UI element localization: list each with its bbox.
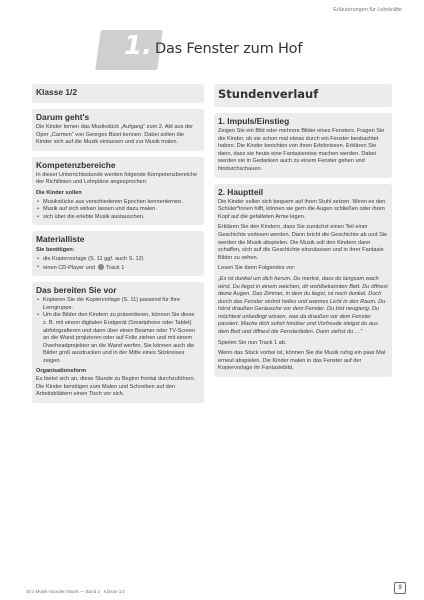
- section-haupt: [214, 184, 392, 377]
- left-column: [32, 84, 204, 409]
- list-item: • Um die Bilder den Kindern zu präsentieren, können Sie diese z. B. mit einem digitalen Endgerät (Smartphone oder Tablet) abfotografieren und dann über einen Beamer oder TV-Screen an die Wand projizieren oder auf Folie ziehen und mit einem Overheadprojektor an die Wand werfen. Sie können auch die Bilder groß ausdrucken und in der Mitte eines Sitzkreises zeigen.: [36, 312, 200, 365]
- list-item: • Musik auf sich wirken lassen und dazu malen.: [36, 206, 200, 214]
- list-item: • Musikstücke aus verschiedenen Epochen kennenlernen.: [36, 199, 200, 207]
- org-text: Es bietet sich an, diese Stunde zu Beginn frontal durchzuführen. Die Kinder benötigen zum Malen und Schreiben auf den Arbeitsblättern einen Tisch vor sich.: [36, 376, 196, 398]
- list-item: [36, 264, 200, 273]
- chapter-title: Das Fenster zum Hof: [155, 41, 303, 57]
- impuls-title: 1. Impuls/Einstieg: [218, 116, 290, 126]
- chapter-number: 1.: [124, 31, 152, 61]
- klasse-title: Klasse 1/2: [36, 87, 77, 97]
- cd-icon: [98, 264, 104, 270]
- list-item: • sich über die erlebte Musik austauschen.: [36, 214, 200, 222]
- section-verlauf: [214, 84, 392, 107]
- list-item: • Kopieren Sie die Kopiervorlage (S. 11) passend für Ihre Lerngruppe.: [36, 297, 200, 312]
- footer-text: 30 x Musik-Stunden Musik — Band 2 · Klasse 1/2: [26, 589, 126, 594]
- bereiten-list: [36, 297, 200, 365]
- haupt-track: Spielen Sie nun Track 1 ab.: [218, 339, 287, 346]
- material-title: Materialliste: [36, 234, 85, 245]
- haupt-p1: Die Kinder sollen sich bequem auf ihren Stuhl setzen. Wenn es den Schüler*innen hilft, können sie gern die Augen schließen oder ihren Kopf auf die gefalteten Arme legen.: [218, 198, 386, 220]
- list-item: • die Kopiervorlage (S. 11 ggf. auch S. 12): [36, 256, 200, 264]
- haupt-p2: Erklären Sie den Kindern, dass Sie zunächst einen Teil einer Geschichte vorlesen werden. Dann bricht die Geschichte ab und Sie werden die Musik abspielen. Die Musik soll den Kindern dann schaffen, sich auf die Geschichte einzulassen und in ihrer Fantasie Bilder zu sehen.: [218, 224, 388, 261]
- list-item-text: einen CD-Player und: [43, 264, 95, 271]
- haupt-p3: Wenn das Stück vorbei ist, können Sie die Musik ruhig ein paar Mal erneut abspielen. Die Kinder malen in das Fenster auf der Kopiervorlage ihr Fantasiebild.: [218, 350, 386, 372]
- bereiten-title: Das bereiten Sie vor: [36, 285, 117, 296]
- haupt-title: 2. Hauptteil: [218, 186, 264, 197]
- section-darum: [32, 109, 204, 151]
- section-material: [32, 231, 204, 276]
- material-list: [36, 256, 200, 272]
- section-klasse: [32, 84, 204, 103]
- material-sub: Sie benötigen:: [36, 247, 75, 254]
- haupt-lesen: Lesen Sie dann Folgendes vor:: [218, 265, 296, 272]
- section-kompetenz: [32, 157, 204, 226]
- chapter-heading: [98, 30, 398, 70]
- page-number: 9: [394, 582, 406, 594]
- kompetenz-title: Kompetenzbereiche: [36, 159, 116, 170]
- darum-text: Die Kinder lernen das Musikstück „Aufgang“ zum 2. Akt aus der Oper „Carmen“ von Georges Bizet kennen. Dabei sollen die Kinder sich auf die Musik einlassen und zur Musik malen.: [36, 124, 194, 146]
- org-title: Organisationsform: [36, 368, 87, 375]
- kompetenz-sub: Die Kinder sollen: [36, 189, 82, 196]
- kompetenz-list: [36, 199, 200, 222]
- list-item-text: Track 1: [105, 264, 125, 271]
- kompetenz-text: In dieser Unterrichtsstunde werden folgende Kompetenzbereiche der Richtlinien und Lehrpläne angesprochen:: [36, 171, 198, 186]
- section-impuls: [214, 113, 392, 178]
- haupt-story: „Es ist dunkel um dich herum. Du merkst, dass du langsam wach wirst. Du liegst in einem weichen, dir wohlbekannten Bett. Du öffnest deine Augen. Das Zimmer, in dem du liegst, ist noch dunkel. Doch durch das Fenster strömt helles und warmes Licht in den Raum. Du hörst draußen Geräusche vor dem Fenster. Du bist neugierig. Du möchtest unbedingt wissen, was da draußen vor dem Fenster passiert. Mache dich sofort hinüber und Vorfreude steigst du aus dem Bett und öffnest die Fensterläden. Dann siehst du …“: [218, 275, 388, 336]
- right-column: [214, 84, 392, 383]
- section-bereiten: [32, 282, 204, 403]
- verlauf-title: Stundenverlauf: [218, 87, 319, 101]
- darum-title: Darum geht's: [36, 112, 90, 122]
- header-tag: Erläuterungen für Lehrkräfte: [333, 7, 402, 13]
- impuls-text: Zeigen Sie ein Bild oder mehrere Bilder eines Fensters. Fragen Sie die Kinder, ob sie schon mal etwas durch ein Fenster beobachtet haben. Die Kinder berichten von ihren Erlebnissen. Erklären Sie dann, dass sie heute eine Fantasiereise machen werden. Dabei werden sie in Gedanken auch zu einem Fenster gehen und hindurchschauen.: [218, 128, 385, 172]
